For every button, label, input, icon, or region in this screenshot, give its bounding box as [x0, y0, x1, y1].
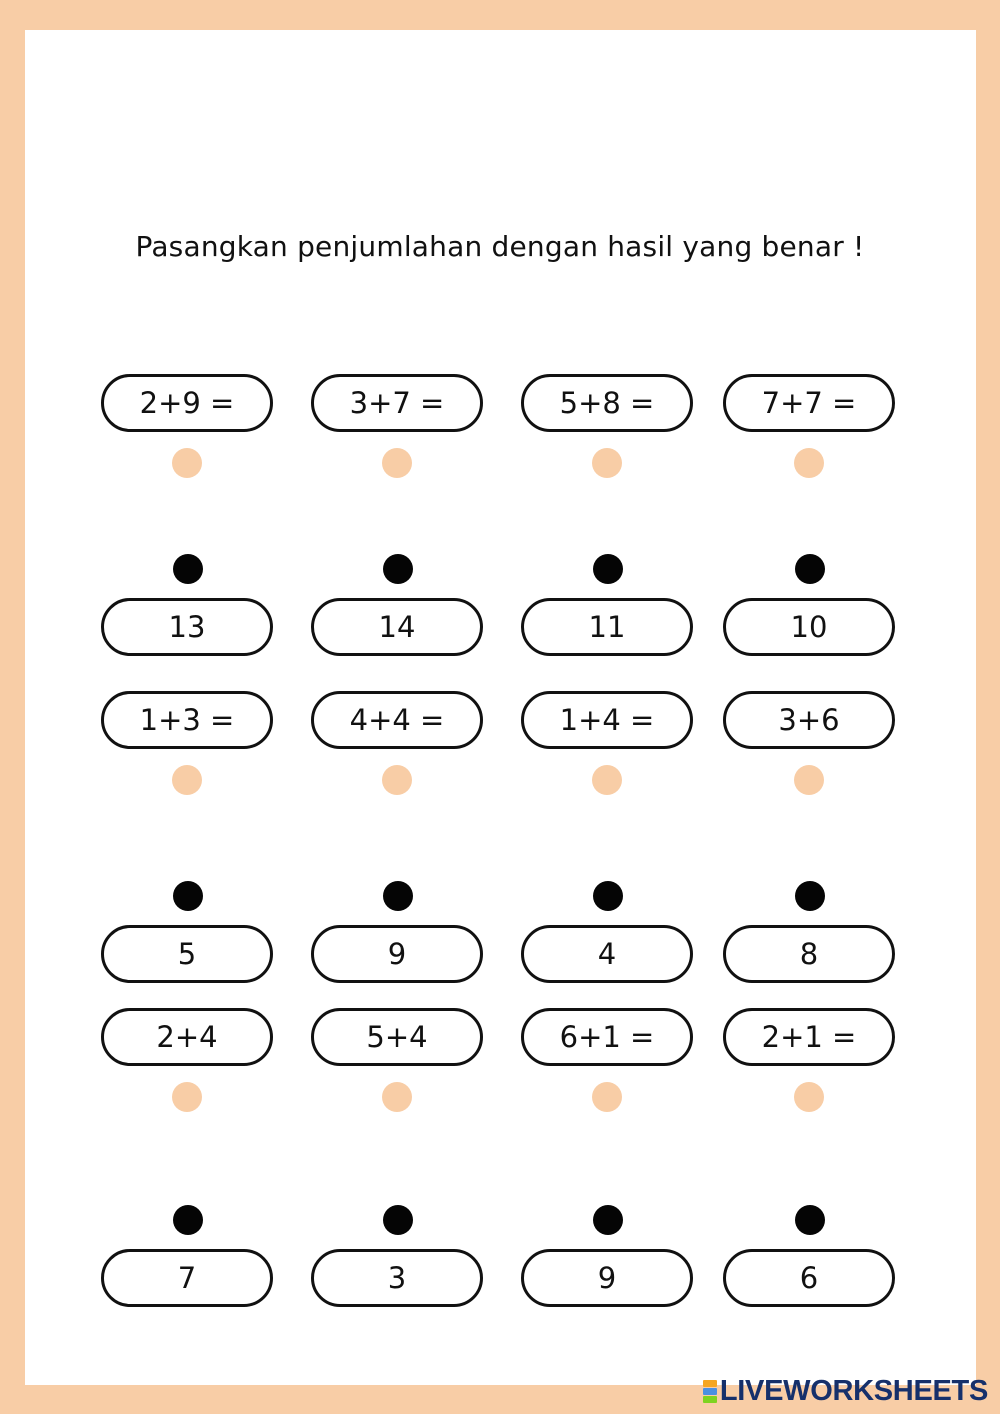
answer-box: 10 [723, 598, 895, 656]
question-box: 2+4 [101, 1008, 273, 1066]
answer-connector-dot[interactable] [593, 554, 623, 584]
question-connector-dot[interactable] [172, 448, 202, 478]
liveworksheets-logo [703, 1375, 988, 1408]
question-connector-dot[interactable] [382, 765, 412, 795]
answer-box: 9 [521, 1249, 693, 1307]
question-connector-dot[interactable] [592, 765, 622, 795]
answer-connector-dot[interactable] [795, 881, 825, 911]
question-box: 3+6 [723, 691, 895, 749]
instruction-text: Pasangkan penjumlahan dengan hasil yang benar ! [135, 230, 865, 263]
answer-connector-dot[interactable] [795, 554, 825, 584]
answer-box: 5 [101, 925, 273, 983]
answer-connector-dot[interactable] [383, 1205, 413, 1235]
answer-box: 7 [101, 1249, 273, 1307]
question-connector-dot[interactable] [172, 765, 202, 795]
question-connector-dot[interactable] [592, 448, 622, 478]
question-box: 2+1 = [723, 1008, 895, 1066]
answer-connector-dot[interactable] [593, 881, 623, 911]
question-box: 7+7 = [723, 374, 895, 432]
answer-box: 8 [723, 925, 895, 983]
question-connector-dot[interactable] [172, 1082, 202, 1112]
question-box: 5+8 = [521, 374, 693, 432]
question-box: 4+4 = [311, 691, 483, 749]
answer-connector-dot[interactable] [173, 881, 203, 911]
answer-connector-dot[interactable] [383, 881, 413, 911]
question-box: 3+7 = [311, 374, 483, 432]
question-connector-dot[interactable] [794, 765, 824, 795]
question-box: 2+9 = [101, 374, 273, 432]
answer-connector-dot[interactable] [173, 1205, 203, 1235]
question-box: 6+1 = [521, 1008, 693, 1066]
answer-connector-dot[interactable] [173, 554, 203, 584]
answer-box: 14 [311, 598, 483, 656]
question-connector-dot[interactable] [382, 1082, 412, 1112]
answer-box: 6 [723, 1249, 895, 1307]
question-connector-dot[interactable] [794, 1082, 824, 1112]
answer-box: 13 [101, 598, 273, 656]
answer-box: 11 [521, 598, 693, 656]
question-box: 1+4 = [521, 691, 693, 749]
liveworksheets-icon [703, 1380, 717, 1404]
brand-text: LIVEWORKSHEETS [719, 1375, 988, 1407]
question-connector-dot[interactable] [794, 448, 824, 478]
answer-box: 4 [521, 925, 693, 983]
question-box: 1+3 = [101, 691, 273, 749]
question-connector-dot[interactable] [382, 448, 412, 478]
question-connector-dot[interactable] [592, 1082, 622, 1112]
answer-box: 3 [311, 1249, 483, 1307]
question-box: 5+4 [311, 1008, 483, 1066]
answer-box: 9 [311, 925, 483, 983]
answer-connector-dot[interactable] [593, 1205, 623, 1235]
answer-connector-dot[interactable] [795, 1205, 825, 1235]
answer-connector-dot[interactable] [383, 554, 413, 584]
